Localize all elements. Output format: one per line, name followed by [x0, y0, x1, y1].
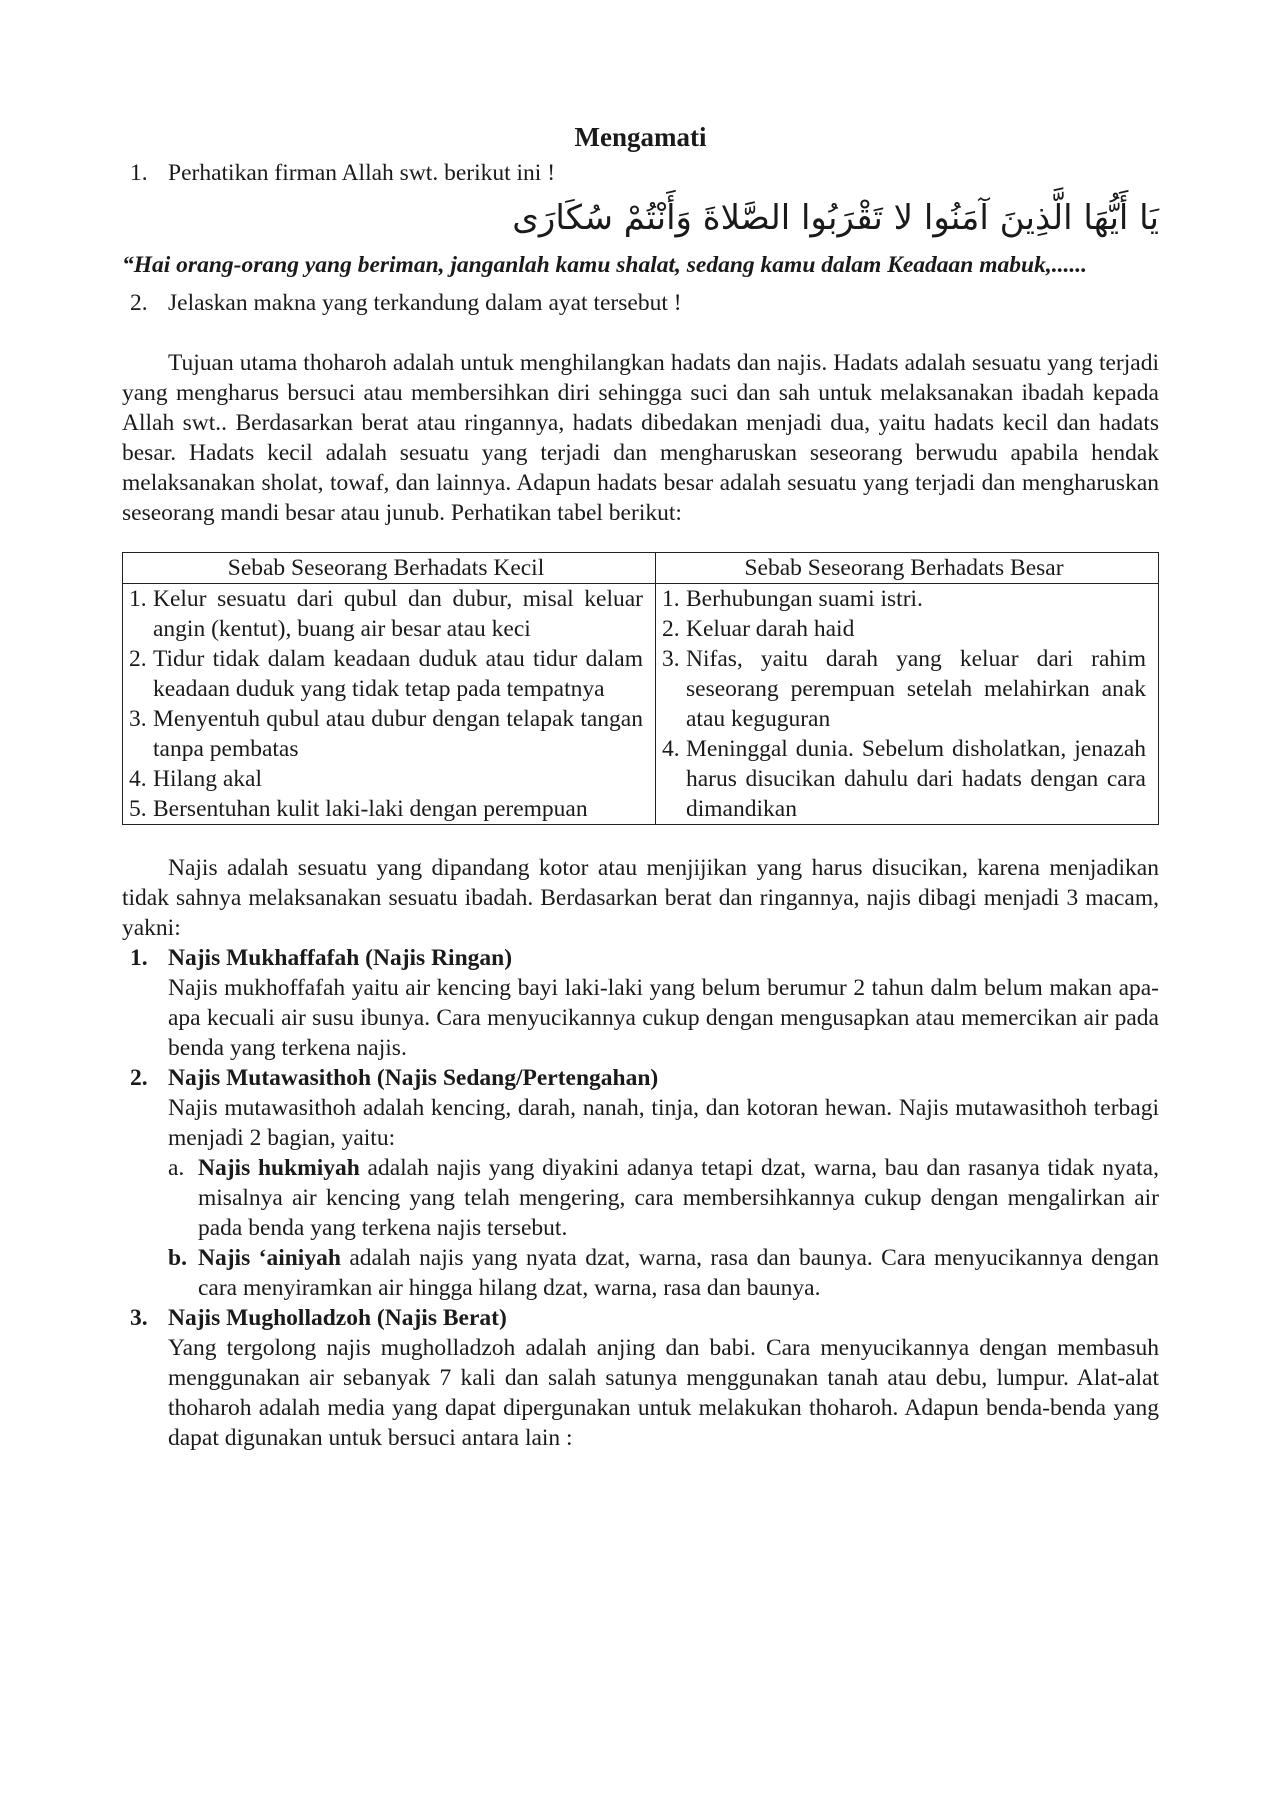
section-3-title: Najis Mugholladzoh (Najis Berat): [168, 1305, 507, 1331]
subitem-a-description: adalah najis yang diyakini adanya tetapi dzat, warna, bau dan rasanya tidak nyata, misalnya air kencing yang telah mengering, cara membersihkannya cukup dengan mengalirkan air pada benda yang terkena najis tersebut.: [198, 1155, 1159, 1241]
najis-intro-paragraph: Najis adalah sesuatu yang dipandang kotor atau menjijikan yang harus disucikan, karena menjadikan tidak sahnya melaksanakan sesuatu ibadah. Berdasarkan berat dan ringannya, najis dibagi menjadi 3 macam, yakni:: [122, 855, 1159, 941]
question-1-text: Perhatikan firman Allah swt. berikut ini !: [168, 160, 556, 186]
list-item: [129, 584, 643, 644]
header-hadats-besar: Sebab Seseorang Berhadats Besar: [656, 553, 1159, 584]
hadats-table: [122, 552, 1159, 825]
list-item-text: Menyentuh qubul atau dubur dengan telapak tangan tanpa pembatas: [153, 706, 643, 762]
table-header-row: [123, 553, 1159, 584]
list-item-text: Nifas, yaitu darah yang keluar dari rahim seseorang perempuan setelah melahirkan anak atau keguguran: [686, 646, 1146, 732]
list-item-text: Berhubungan suami istri.: [686, 586, 923, 612]
list-item-number: 3.: [129, 706, 147, 732]
list-item-text: Tidur tidak dalam keadaan duduk atau tidur dalam keadaan duduk yang tidak tetap pada tempatnya: [153, 646, 643, 702]
list-item-number: 4.: [129, 766, 147, 792]
list-item-text: Meninggal dunia. Sebelum disholatkan, jenazah harus disucikan dahulu dari hadats dengan cara dimandikan: [686, 736, 1146, 822]
header-hadats-kecil: Sebab Seseorang Berhadats Kecil: [123, 553, 656, 584]
list-item: [662, 614, 1146, 644]
section-3-heading: [130, 1303, 1159, 1333]
section-2-body: Najis mutawasithoh adalah kencing, darah, nanah, tinja, dan kotoran hewan. Najis mutawasithoh terbagi menjadi 2 bagian, yaitu:: [168, 1095, 1159, 1151]
list-item-number: 5.: [129, 796, 147, 822]
list-item-text: Hilang akal: [153, 766, 262, 792]
subitem-a: [168, 1153, 1159, 1243]
list-item: [129, 644, 643, 704]
subitem-b: [168, 1243, 1159, 1303]
list-item: [662, 644, 1146, 734]
list-item: [129, 794, 643, 824]
hadats-besar-cell: [656, 584, 1159, 825]
section-2-number: 2.: [130, 1065, 148, 1091]
section-3-body: Yang tergolong najis mugholladzoh adalah anjing dan babi. Cara menyucikannya dengan membasuh menggunakan air sebanyak 7 kali dan salah satunya menggunakan tanah atau debu, lumpur. Alat-alat thoharoh adalah media yang dapat dipergunakan untuk melakukan thoharoh. Adapun benda-benda yang dapat digunakan untuk bersuci antara lain :: [168, 1335, 1159, 1451]
list-item-number: 2.: [662, 616, 680, 642]
list-item-text: Kelur sesuatu dari qubul dan dubur, misal keluar angin (kentut), buang air besar atau keci: [153, 586, 643, 642]
intro-paragraph: Tujuan utama thoharoh adalah untuk menghilangkan hadats dan najis. Hadats adalah sesuatu yang terjadi yang mengharus bersuci atau membersihkan diri sehingga suci dan sah untuk melaksanakan ibadah kepada Allah swt.. Berdasarkan berat atau ringannya, hadats dibedakan menjadi dua, yaitu hadats kecil dan hadats besar. Hadats kecil adalah sesuatu yang terjadi dan mengharuskan seseorang berwudu apabila hendak melaksanakan sholat, towaf, dan lainnya. Adapun hadats besar adalah sesuatu yang terjadi dan mengharuskan seseorang mandi besar atau junub. Perhatikan tabel berikut:: [122, 350, 1159, 526]
list-item: [662, 734, 1146, 824]
section-1-heading: [130, 943, 1159, 973]
page-content: [122, 120, 1159, 1453]
subitem-b-description: adalah najis yang nyata dzat, warna, rasa dan baunya. Cara menyucikannya dengan cara menyiramkan air hingga hilang dzat, warna, rasa dan baunya.: [198, 1245, 1159, 1301]
hadats-kecil-cell: [123, 584, 656, 825]
question-2-text: Jelaskan makna yang terkandung dalam ayat tersebut !: [168, 290, 682, 316]
section-1-number: 1.: [130, 945, 148, 971]
list-item-number: 3.: [662, 646, 680, 672]
question-1: [130, 158, 1159, 188]
list-item: [129, 764, 643, 794]
subitem-a-text: [198, 1153, 1159, 1243]
list-item: [662, 584, 1146, 614]
list-item-number: 1.: [662, 586, 680, 612]
section-1-title: Najis Mukhaffafah (Najis Ringan): [168, 945, 513, 971]
list-item-text: Keluar darah haid: [686, 616, 855, 642]
arabic-verse: يَا أَيُّهَا الَّذِينَ آمَنُوا لا تَقْرَبُوا الصَّلاةَ وَأَنْتُمْ سُكَارَى: [512, 198, 1159, 238]
verse-translation: “Hai orang-orang yang beriman, janganlah kamu shalat, sedang kamu dalam Keadaan mabuk,......: [122, 252, 1087, 278]
page-title: Mengamati: [574, 122, 707, 152]
section-1-body: Najis mukhoffafah yaitu air kencing bayi laki-laki yang belum berumur 2 tahun dalm belum makan apa-apa kecuali air susu ibunya. Cara menyucikannya cukup dengan mengusapkan atau memercikan air pada benda yang terkena najis.: [168, 975, 1159, 1061]
question-1-number: 1.: [130, 160, 148, 186]
subitem-b-text: [198, 1243, 1159, 1303]
section-2-title: Najis Mutawasithoh (Najis Sedang/Pertengahan): [168, 1065, 659, 1091]
list-item-text: Bersentuhan kulit laki-laki dengan perempuan: [153, 796, 588, 822]
question-2-number: 2.: [130, 290, 148, 316]
subitem-b-letter: b.: [168, 1245, 187, 1271]
subitem-b-term: Najis ‘ainiyah: [198, 1245, 341, 1271]
section-2-heading: [130, 1063, 1159, 1093]
question-2: [130, 288, 1159, 318]
subitem-a-term: Najis hukmiyah: [198, 1155, 360, 1181]
spacer: [122, 318, 1159, 348]
list-item-number: 1.: [129, 586, 147, 612]
section-3-number: 3.: [130, 1305, 148, 1331]
list-item-number: 4.: [662, 736, 680, 762]
list-item-number: 2.: [129, 646, 147, 672]
table-row: [123, 584, 1159, 825]
subitem-a-letter: a.: [168, 1155, 185, 1181]
list-item: [129, 704, 643, 764]
